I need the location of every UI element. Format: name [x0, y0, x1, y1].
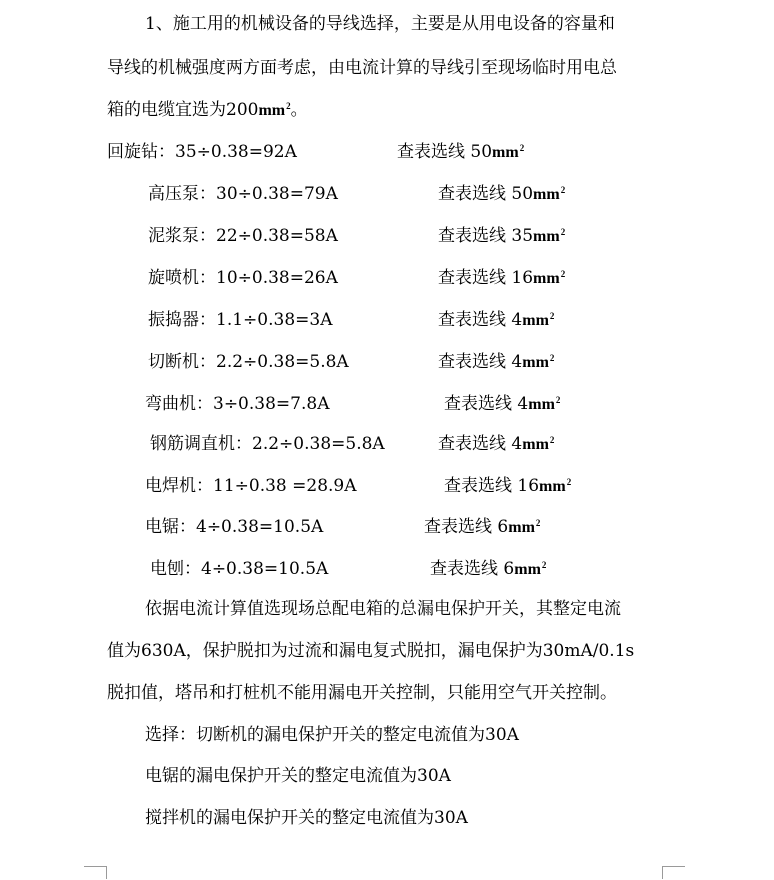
table-row: 电焊机：11÷0.38 =28.9A	[145, 476, 357, 496]
basis-line-1: 依据电流计算值选现场总配电箱的总漏电保护开关，其整定电流	[145, 599, 621, 619]
selection-line-1: 选择：切断机的漏电保护开关的整定电流值为30A	[145, 725, 519, 745]
unit-mm2: $mm^2$	[522, 353, 555, 371]
table-row: 切断机：2.2÷0.38=5.8A	[148, 352, 349, 372]
unit-mm2: $mm^2$	[533, 185, 566, 203]
cable-choice: 查表选线 $16mm^2$	[438, 268, 566, 288]
table-row: 旋喷机：10÷0.38=26A	[148, 268, 338, 288]
cable-choice: 查表选线 $4mm^2$	[438, 352, 555, 372]
intro-line-3	[107, 100, 308, 122]
table-row: 振捣器：1.1÷0.38=3A	[148, 310, 333, 330]
unit-mm2: $mm^2$	[533, 227, 566, 245]
intro-line-3-text: 箱的电缆宜选为200	[107, 100, 259, 120]
selection-line-3: 搅拌机的漏电保护开关的整定电流值为30A	[145, 808, 468, 828]
cable-choice: 查表选线 $50mm^2$	[397, 142, 525, 162]
table-row: 高压泵：30÷0.38=79A	[148, 184, 338, 204]
unit-mm2: $mm^2$	[539, 477, 572, 495]
cable-choice: 查表选线 $50mm^2$	[438, 184, 566, 204]
cable-choice: 查表选线 $35mm^2$	[438, 226, 566, 246]
cable-choice: 查表选线 $4mm^2$	[438, 310, 555, 330]
unit-mm2: $mm^2$	[522, 311, 555, 329]
unit-mm2: $mm^2$	[508, 518, 541, 536]
page-corner-mark-right	[662, 866, 685, 879]
cable-choice: 查表选线 $4mm^2$	[444, 394, 561, 414]
table-row: 电刨：4÷0.38=10.5A	[150, 559, 329, 579]
cable-choice: 查表选线 $4mm^2$	[438, 434, 555, 454]
unit-mm2: $mm^2$	[258, 101, 291, 119]
intro-line-3-end: 。	[290, 100, 308, 120]
table-row: 回旋钻：35÷0.38=92A	[107, 142, 297, 162]
table-row: 电锯：4÷0.38=10.5A	[145, 517, 324, 537]
selection-line-2: 电锯的漏电保护开关的整定电流值为30A	[145, 766, 451, 786]
table-row: 泥浆泵：22÷0.38=58A	[148, 226, 338, 246]
cable-choice: 查表选线 $6mm^2$	[424, 517, 541, 537]
table-row: 钢筋调直机：2.2÷0.38=5.8A	[150, 434, 385, 454]
basis-line-2: 值为630A，保护脱扣为过流和漏电复式脱扣，漏电保护为30mA/0.1s	[107, 641, 635, 661]
unit-mm2: $mm^2$	[533, 269, 566, 287]
unit-mm2: $mm^2$	[522, 435, 555, 453]
cable-choice: 查表选线 $6mm^2$	[430, 559, 547, 579]
basis-line-3: 脱扣值，塔吊和打桩机不能用漏电开关控制，只能用空气开关控制。	[107, 683, 617, 703]
intro-line-1: 1、施工用的机械设备的导线选择，主要是从用电设备的容量和	[145, 14, 615, 34]
unit-mm2: $mm^2$	[528, 395, 561, 413]
intro-line-2: 导线的机械强度两方面考虑，由电流计算的导线引至现场临时用电总	[107, 58, 617, 78]
cable-choice: 查表选线 $16mm^2$	[444, 476, 572, 496]
page-corner-mark-left	[84, 866, 107, 879]
unit-mm2: $mm^2$	[514, 560, 547, 578]
unit-mm2: $mm^2$	[492, 143, 525, 161]
table-row: 弯曲机：3÷0.38=7.8A	[145, 394, 330, 414]
